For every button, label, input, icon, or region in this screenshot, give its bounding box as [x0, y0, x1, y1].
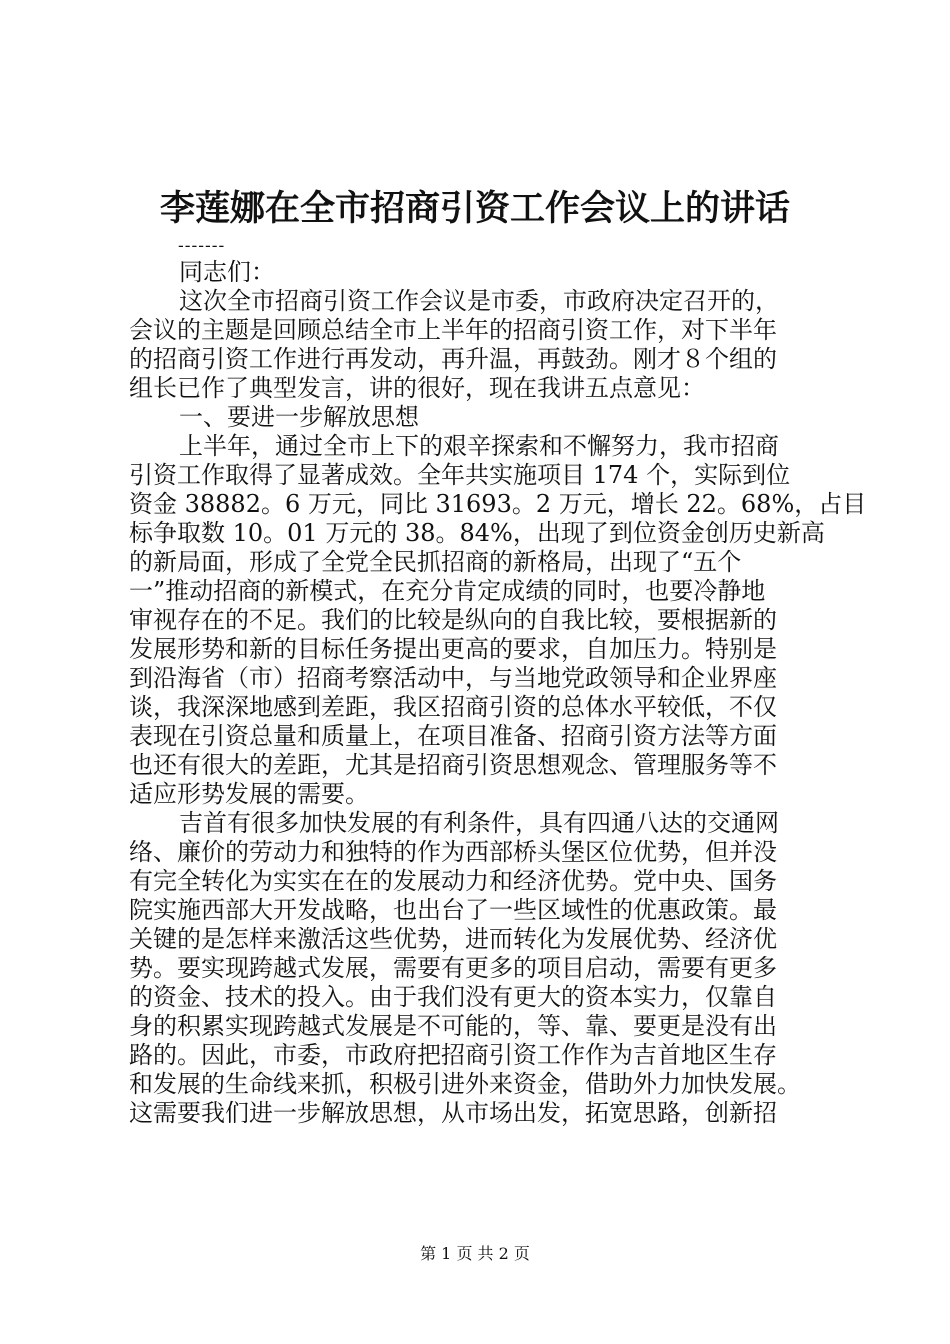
- paragraph-line: 和发展的生命线来抓，积极引进外来资金，借助外力加快发展。: [129, 1070, 801, 1098]
- title-dash-line: -------: [178, 236, 226, 256]
- paragraph-line: 上半年，通过全市上下的艰辛探索和不懈努力，我市招商: [179, 432, 779, 460]
- document-body: [129, 258, 867, 1128]
- paragraph-line: 这需要我们进一步解放思想，从市场出发，拓宽思路，创新招: [129, 1099, 777, 1127]
- paragraph-line: 发展形势和新的目标任务提出更高的要求，自加压力。特别是: [129, 635, 777, 663]
- paragraph-line: 身的积累实现跨越式发展是不可能的，等、靠、要更是没有出: [129, 1012, 777, 1040]
- paragraph-line: 有完全转化为实实在在的发展动力和经济优势。党中央、国务: [129, 867, 777, 895]
- paragraph-line: 谈，我深深地感到差距，我区招商引资的总体水平较低，不仅: [129, 693, 777, 721]
- paragraph-line: 会议的主题是回顾总结全市上半年的招商引资工作，对下半年: [129, 316, 777, 344]
- paragraph-line: 吉首有很多加快发展的有利条件，具有四通八达的交通网: [179, 809, 779, 837]
- paragraph-line: 一”推动招商的新模式，在充分肯定成绩的同时，也要冷静地: [129, 577, 766, 605]
- document-title: 李莲娜在全市招商引资工作会议上的讲话: [159, 189, 790, 229]
- paragraph-line: 资金 38882。6 万元，同比 31693。2 万元，增长 22。68%，占目: [129, 490, 867, 518]
- paragraph-line: 关键的是怎样来激活这些优势，进而转化为发展优势、经济优: [129, 925, 777, 953]
- paragraph-line: 院实施西部大开发战略，也出台了一些区域性的优惠政策。最: [129, 896, 777, 924]
- paragraph-line: 组长已作了典型发言，讲的很好，现在我讲五点意见：: [129, 374, 705, 402]
- paragraph-line: 适应形势发展的需要。: [129, 780, 369, 808]
- paragraph-line: 审视存在的不足。我们的比较是纵向的自我比较，要根据新的: [129, 606, 777, 634]
- paragraph-line: 的新局面，形成了全党全民抓招商的新格局，出现了“五个: [129, 548, 742, 576]
- paragraph-line: 也还有很大的差距，尤其是招商引资思想观念、管理服务等不: [129, 751, 777, 779]
- paragraph-line: 标争取数 10。01 万元的 38。84%，出现了到位资金创历史新高: [129, 519, 825, 547]
- section-heading: 一、要进一步解放思想: [179, 403, 419, 431]
- paragraph-line: 引资工作取得了显著成效。全年共实施项目 174 个，实际到位: [129, 461, 791, 489]
- paragraph-line: 到沿海省（市）招商考察活动中，与当地党政领导和企业界座: [129, 664, 777, 692]
- paragraph-line: 势。要实现跨越式发展，需要有更多的项目启动，需要有更多: [129, 954, 777, 982]
- paragraph-line: 的资金、技术的投入。由于我们没有更大的资本实力，仅靠自: [129, 983, 777, 1011]
- salutation: 同志们：: [179, 258, 275, 286]
- paragraph-line: 络、廉价的劳动力和独特的作为西部桥头堡区位优势，但并没: [129, 838, 777, 866]
- paragraph-line: 路的。因此，市委，市政府把招商引资工作作为吉首地区生存: [129, 1041, 777, 1069]
- paragraph-line: 的招商引资工作进行再发动，再升温，再鼓劲。刚才８个组的: [129, 345, 777, 373]
- page-number-footer: 第 1 页 共 2 页: [420, 1244, 530, 1263]
- paragraph-line: 表现在引资总量和质量上，在项目准备、招商引资方法等方面: [129, 722, 777, 750]
- paragraph-line: 这次全市招商引资工作会议是市委，市政府决定召开的，: [179, 287, 779, 315]
